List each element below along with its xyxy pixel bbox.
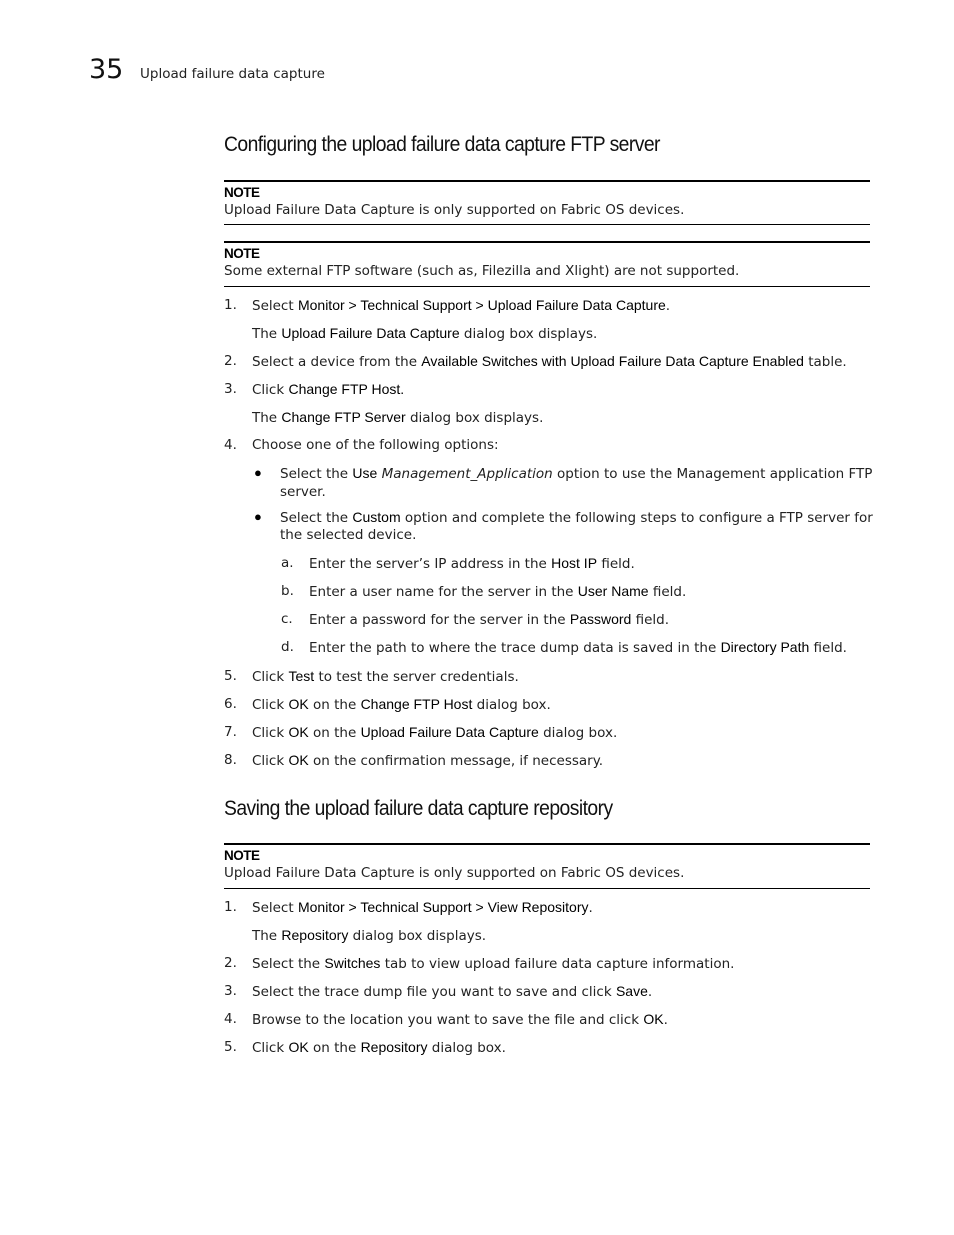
step-number: 4.: [224, 1011, 237, 1027]
step-number: 7.: [224, 724, 237, 740]
step-text-part: dialog box.: [427, 1040, 506, 1056]
bullet-text: [280, 464, 872, 483]
substep-letter: a.: [281, 555, 294, 571]
step-text-part: option to use the Management application FTP: [552, 466, 873, 482]
step-text-part: Click: [252, 1040, 289, 1056]
ui-term: Use: [352, 465, 378, 481]
ui-term: Password: [569, 611, 632, 627]
substep-letter: c.: [281, 611, 293, 627]
step-text-part: .: [665, 298, 671, 314]
step-number: 6.: [224, 696, 237, 712]
step-text-part: to test the server credentials.: [314, 669, 519, 685]
step-text: [252, 751, 603, 770]
running-title: Upload failure data capture: [140, 66, 325, 82]
step-text-part: Enter the path to where the trace dump data is saved in the: [309, 640, 721, 656]
step-text-part: Enter a password for the server in the: [309, 612, 570, 628]
step-text-part: table.: [803, 354, 847, 370]
step-text-part: Select the: [280, 510, 353, 526]
step-text-part: The: [252, 928, 282, 944]
ui-term: OK: [288, 752, 309, 768]
step-text-part: Enter a user name for the server in the: [309, 584, 578, 600]
step-text-part: dialog box.: [538, 725, 618, 741]
step-text-part: field.: [631, 612, 670, 628]
step-text-part: dialog box displays.: [348, 928, 487, 944]
step-number: 5.: [224, 1039, 237, 1055]
step-text-part: option and complete the following steps to configure a FTP server for: [400, 510, 873, 526]
step-text-part: field.: [597, 556, 635, 572]
note-label: NOTE: [224, 848, 260, 863]
step-text-part: tab to view upload failure data capture information.: [380, 956, 735, 972]
note-label: NOTE: [224, 185, 260, 200]
step-text-part: Select a device from the: [252, 354, 422, 370]
step-text: [252, 1010, 668, 1029]
ui-term: OK: [288, 1039, 309, 1055]
chapter-number: 35: [89, 54, 124, 85]
step-number: 3.: [224, 381, 237, 397]
ui-term: Switches: [324, 955, 381, 971]
ui-term: OK: [288, 724, 309, 740]
step-text-part: .: [588, 900, 593, 916]
ui-term: Change FTP Host: [360, 696, 473, 712]
menu-path: Monitor > Technical Support > View Repository: [297, 899, 589, 915]
step-text-part: Click: [252, 382, 289, 398]
note-text: Upload Failure Data Capture is only supported on Fabric OS devices.: [224, 865, 685, 881]
step-text-part: Click: [252, 669, 289, 685]
bullet-text: [280, 508, 873, 527]
ui-term: Change FTP Server: [281, 409, 406, 425]
step-text-part: The: [252, 326, 282, 342]
step-number: 5.: [224, 668, 237, 684]
section-title-configure-ftp: Configuring the upload failure data capture FTP server: [224, 133, 660, 156]
note-text: Upload Failure Data Capture is only supported on Fabric OS devices.: [224, 202, 685, 218]
note-box: [224, 241, 870, 287]
step-text: [252, 954, 734, 973]
note-box: [224, 180, 870, 225]
substep-text: [309, 554, 635, 573]
step-text-part: dialog box displays.: [459, 326, 598, 342]
step-number: 2.: [224, 955, 237, 971]
step-number: 1.: [224, 899, 237, 915]
step-text-part: Click: [252, 753, 289, 769]
step-text: [252, 723, 617, 742]
step-text-part: field.: [809, 640, 847, 656]
step-text-part: .: [647, 984, 653, 1000]
step-text-part: Select the trace dump file you want to save and click: [252, 984, 616, 1000]
ui-term: OK: [288, 696, 309, 712]
step-text-part: Select the: [280, 466, 353, 482]
step-text-part: field.: [648, 584, 687, 600]
ui-term: Repository: [360, 1039, 428, 1055]
note-label: NOTE: [224, 246, 260, 261]
step-text-part: dialog box displays.: [405, 410, 544, 426]
step-text-part: on the: [308, 697, 361, 713]
section-title-save-repository: Saving the upload failure data capture repository: [224, 797, 613, 820]
substep-text: [309, 582, 686, 601]
bullet-icon: ●: [254, 509, 262, 524]
step-text-part: on the confirmation message, if necessary.: [308, 753, 604, 769]
step-number: 2.: [224, 353, 237, 369]
step-text-part: Click: [252, 725, 289, 741]
step-text-part: The: [252, 410, 282, 426]
note-text: Some external FTP software (such as, Filezilla and Xlight) are not supported.: [224, 263, 740, 279]
ui-term: Available Switches with Upload Failure Data Capture Enabled: [421, 353, 804, 369]
step-text: [252, 982, 652, 1001]
step-text: [252, 352, 847, 371]
step-text-part: Browse to the location you want to save the file and click: [252, 1012, 644, 1028]
step-number: 1.: [224, 297, 237, 313]
step-text-part: on the: [308, 1040, 361, 1056]
step-text: [252, 898, 593, 917]
ui-term: Change FTP Host.: [288, 381, 405, 397]
step-text: [252, 1038, 506, 1057]
ui-term: Upload Failure Data Capture: [281, 325, 460, 341]
step-text: [252, 695, 551, 714]
step-text-part: Select the: [252, 956, 325, 972]
substep-text: [309, 638, 847, 657]
step-text-part: on the: [308, 725, 361, 741]
substep-text: [309, 610, 669, 629]
bullet-icon: ●: [254, 465, 262, 480]
substep-letter: b.: [281, 583, 294, 599]
step-result: [252, 408, 543, 427]
ui-term: Test: [288, 668, 315, 684]
ui-term: Save: [615, 983, 648, 999]
step-number: 4.: [224, 437, 237, 453]
step-text-part: dialog box.: [472, 697, 551, 713]
step-text-part: Enter the server’s IP address in the: [309, 556, 552, 572]
step-number: 8.: [224, 752, 237, 768]
ui-term: Repository: [281, 927, 349, 943]
bullet-text-continued: server.: [280, 484, 326, 500]
step-text: [252, 667, 519, 686]
ui-term: Directory Path: [720, 639, 810, 655]
step-text-part: .: [663, 1012, 668, 1028]
ui-term: Upload Failure Data Capture: [360, 724, 539, 740]
step-result: [252, 926, 486, 945]
menu-path: Monitor > Technical Support > Upload Failure Data Capture: [297, 297, 666, 313]
step-text: [252, 296, 670, 315]
step-text: Choose one of the following options:: [252, 437, 499, 453]
substep-letter: d.: [281, 639, 294, 655]
step-result: [252, 324, 597, 343]
note-box: [224, 843, 870, 889]
step-text-part: Select: [252, 298, 298, 314]
ui-term: OK: [643, 1011, 664, 1027]
ui-term: Host IP: [551, 555, 598, 571]
step-number: 3.: [224, 983, 237, 999]
step-text: [252, 380, 404, 399]
ui-term: User Name: [577, 583, 649, 599]
step-text-part: Click: [252, 697, 289, 713]
bullet-text-continued: the selected device.: [280, 527, 417, 543]
emphasis-term: Management_Application: [381, 466, 553, 482]
step-text-part: Select: [252, 900, 298, 916]
ui-term: Custom: [352, 509, 401, 525]
